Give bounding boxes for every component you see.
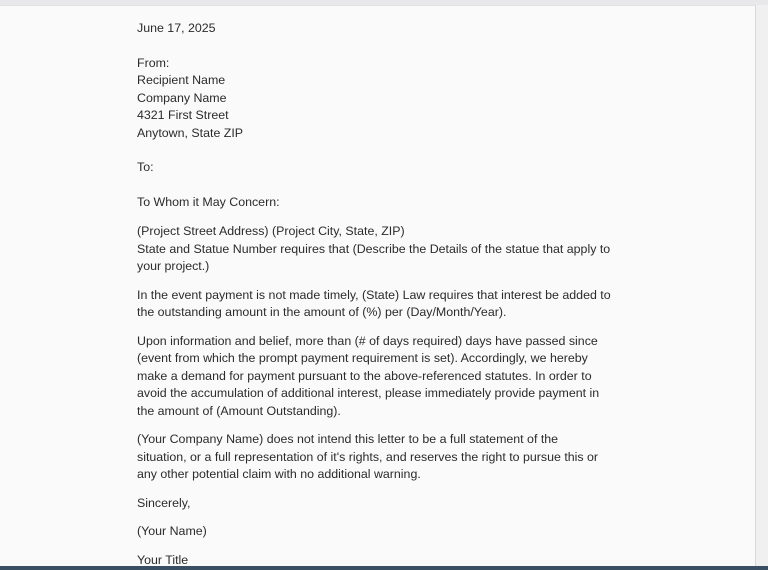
from-line-street: 4321 First Street [137, 108, 229, 122]
from-line-company: Company Name [137, 90, 227, 105]
paragraph-line: situation, or a full representation of it's rights, and reserves the right to pursue this or [137, 449, 599, 464]
scrollbar-track[interactable] [755, 5, 768, 566]
from-block [137, 55, 627, 143]
from-label: From: [137, 55, 170, 70]
paragraph-line: (Your Company Name) does not intend this letter to be a full statement of the [137, 432, 559, 446]
paragraph-demand [137, 333, 627, 421]
signer-name-text: (Your Name) [137, 524, 207, 538]
signature-title [137, 552, 627, 568]
salutation-text: To Whom it May Concern: [137, 194, 280, 209]
closing-text: Sincerely, [137, 495, 191, 510]
paragraph-line: In the event payment is not made timely, (State) Law requires that interest be added to [137, 287, 611, 302]
document-page [0, 5, 755, 567]
from-line-city: Anytown, State ZIP [137, 125, 244, 140]
closing [137, 495, 627, 513]
paragraph-project [137, 223, 627, 276]
paragraph-line: (event from which the prompt payment requirement is set). Accordingly, we hereby [137, 351, 588, 365]
letter-body [137, 20, 627, 567]
paragraph-line: the outstanding amount in the amount of (%) per (Day/Month/Year). [137, 305, 507, 319]
to-label: To: [137, 160, 154, 174]
signer-title-text: Your Title [137, 552, 189, 567]
paragraph-line: the amount of (Amount Outstanding). [137, 403, 341, 418]
paragraph-line: avoid the accumulation of additional interest, please immediately provide payment in [137, 386, 600, 400]
paragraph-reservation [137, 431, 627, 484]
bottom-toolbar-edge [0, 566, 768, 570]
salutation [137, 194, 627, 212]
paragraph-line: any other potential claim with no additional warning. [137, 467, 421, 481]
signature-name [137, 523, 627, 541]
paragraph-line: make a demand for payment pursuant to the above-referenced statutes. In order to [137, 368, 592, 383]
paragraph-line: (Project Street Address) (Project City, State, ZIP) [137, 224, 405, 238]
paragraph-line: State and Statue Number requires that (Describe the Details of the statue that apply to [137, 241, 611, 256]
date-text: June 17, 2025 [137, 21, 216, 35]
paragraph-line: Upon information and belief, more than (# of days required) days have passed since [137, 333, 598, 348]
to-block [137, 159, 627, 177]
paragraph-line: your project.) [137, 259, 210, 273]
letter-date [137, 20, 627, 38]
from-line-name: Recipient Name [137, 73, 226, 87]
paragraph-interest [137, 287, 627, 322]
